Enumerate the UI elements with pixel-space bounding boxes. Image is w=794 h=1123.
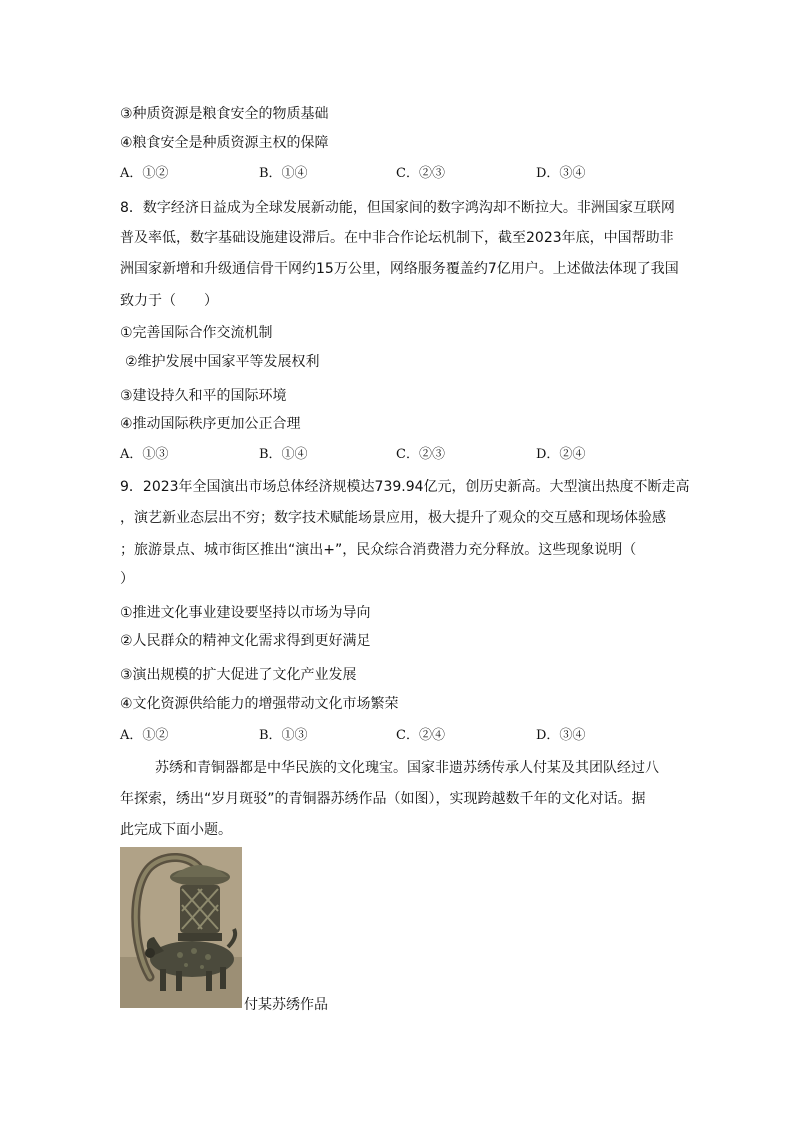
option-d: D．③④ [536, 728, 586, 743]
question-stem-line: 8．数字经济日益成为全球发展新动能，但国家间的数字鸿沟却不断拉大。非洲国家互联网 [120, 200, 675, 216]
option-b: B．①④ [259, 447, 308, 462]
option-c: C．②④ [396, 728, 445, 743]
statement-4: ④粮食安全是种质资源主权的保障 [120, 135, 329, 151]
question-stem-line: ） [120, 571, 134, 587]
option-a: A．①③ [120, 447, 169, 462]
option-c: C．②③ [396, 447, 445, 462]
statement-3: ③建设持久和平的国际环境 [120, 388, 287, 404]
statement-3: ③演出规模的扩大促进了文化产业发展 [120, 667, 357, 683]
passage-line: 苏绣和青铜器都是中华民族的文化瑰宝。国家非遗苏绣传承人付某及其团队经过八 [155, 760, 659, 776]
option-b: B．①③ [259, 728, 308, 743]
passage-line: 此完成下面小题。 [120, 822, 232, 838]
question-stem-line: 致力于（ ） [120, 293, 218, 309]
bronze-embroidery-image [120, 847, 242, 1008]
option-d: D．②④ [536, 447, 586, 462]
statement-2: ②维护发展中国家平等发展权利 [125, 354, 320, 370]
bronze-vessel-illustration [120, 847, 242, 1008]
statement-1: ①推进文化事业建设要坚持以市场为导向 [120, 605, 371, 621]
option-a: A．①② [120, 166, 169, 181]
statement-4: ④推动国际秩序更加公正合理 [120, 416, 301, 432]
statement-3: ③种质资源是粮食安全的物质基础 [120, 106, 329, 122]
statement-1: ①完善国际合作交流机制 [120, 325, 273, 341]
question-stem-line: ，演艺新业态层出不穷；数字技术赋能场景应用，极大提升了观众的交互感和现场体验感 [120, 510, 666, 526]
option-c: C．②③ [396, 166, 445, 181]
image-caption: 付某苏绣作品 [244, 997, 328, 1013]
option-b: B．①④ [259, 166, 308, 181]
question-stem-line: ；旅游景点、城市街区推出“演出+”，民众综合消费潜力充分释放。这些现象说明（ [120, 542, 637, 558]
question-stem-line: 普及率低，数字基础设施建设滞后。在中非合作论坛机制下，截至2023年底，中国帮助非 [120, 230, 674, 246]
passage-line: 年探索，绣出“岁月斑驳”的青铜器苏绣作品（如图），实现跨越数千年的文化对话。据 [120, 791, 646, 807]
statement-4: ④文化资源供给能力的增强带动文化市场繁荣 [120, 696, 399, 712]
question-stem-line: 洲国家新增和升级通信骨干网约15万公里，网络服务覆盖约7亿用户。上述做法体现了我国 [120, 261, 679, 277]
option-a: A．①② [120, 728, 169, 743]
question-stem-line: 9．2023年全国演出市场总体经济规模达739.94亿元，创历史新高。大型演出热度不断走高 [120, 479, 690, 495]
option-d: D．③④ [536, 166, 586, 181]
statement-2: ②人民群众的精神文化需求得到更好满足 [120, 633, 371, 649]
